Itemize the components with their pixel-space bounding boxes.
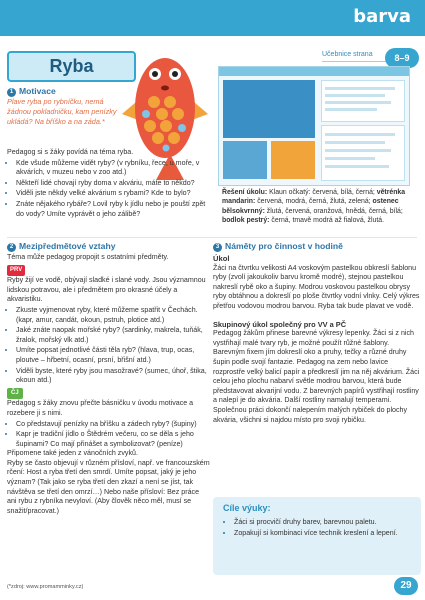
- thumbnail-photo: [223, 80, 315, 138]
- subject-badge-prv: PRV: [7, 265, 25, 277]
- goals-list: [225, 517, 424, 539]
- mezi-prv-questions: [7, 305, 210, 386]
- page-title: Ryba: [7, 51, 136, 82]
- mezi-cj-questions: [7, 419, 210, 450]
- section-label: barva: [353, 6, 411, 27]
- motivace-intro: Pedagog si s žáky povídá na téma ryba.: [7, 148, 134, 156]
- header-bar: [0, 0, 425, 36]
- mezi-body: [7, 253, 210, 516]
- namety-body: [213, 254, 420, 425]
- list-item: • Zkuste vyjmenovat ryby, které můžeme spatřit v Čechách. (kapr, amur, candát, okoun, pstruh, plotice atd.): [16, 305, 210, 325]
- section-divider: [7, 237, 417, 238]
- motivace-heading: [7, 86, 56, 97]
- mezi-para: Ryby žijí ve vodě, obývají sladké i slané vody. Jsou významnou lidskou potravou, ale i předmětem pro okrasné účely a akvaristiku.: [7, 276, 206, 304]
- goals-heading: Cíle výuky:: [223, 503, 271, 513]
- source-note: (*zdroj: www.promamminky.cz): [7, 584, 84, 590]
- motivation-poem: Plave ryba po rybníčku, nemá žádnou pokladničku, kam penízky ukládá? Na bříško a na záda.*: [7, 97, 117, 127]
- section-number-1: 1: [7, 88, 16, 97]
- list-item: • Zopakují si kombinaci více technik kreslení a lepení.: [234, 528, 424, 539]
- mezi-para: Pedagog s žáky znovu přečte básničku v úvodu motivace a rozebere ji s nimi.: [7, 399, 194, 417]
- motivace-body: [7, 148, 210, 219]
- fish-body: [135, 58, 195, 158]
- motivace-heading-text: Motivace: [19, 86, 56, 96]
- namety-heading: [213, 241, 343, 252]
- list-item: • Znáte nějakého rybáře? Lovil ryby k jídlu nebo je pouští zpět do vody? Umíte vyprávět o jeho zálibě?: [16, 199, 210, 219]
- thumbnail-photo: [271, 141, 315, 179]
- thumbnail-photo: [223, 141, 267, 179]
- ukol-text: Žáci na čtvrtku velikosti A4 voskovým pastelkou obkreslí šablonu ryby (zvolí jakoukoliv barvu kromě modré), stejnou pastelkou nakreslí rybě oko a šupiny. Modrou voskovou pastelkou obrysy ryby obtáhnou a dokreslí po ploše čtvrtky vodní vlnky. Celý výkres přetřou vodovou modrou barvou. Ryba tak bude plavat ve vodě.: [213, 263, 420, 310]
- mezi-heading: [7, 241, 115, 252]
- learning-goals-box: [213, 497, 421, 575]
- thumbnail-header: [219, 67, 409, 76]
- fish-mouth: [161, 86, 169, 91]
- skupinovy-ukol-title: Skupinový úkol společný pro VV a PČ: [213, 319, 347, 329]
- list-item: • Kde všude můžeme vidět ryby? (v rybníku, řece, u moře, v akvárích, v muzeu nebo v zoo atd.): [16, 158, 210, 178]
- mezi-para: Ryby se často objevují v různém přísloví, např. ve francouzském rčení: Host a ryba třetí den smrdí. Umíte popsat, jaký je jeho význam? (Tak jako se ryba třetí den zkazí a není se jíst, tak návštěva se třetí den omrzí…) Nebo naše přísloví: Bez práce ani rybu z rybníka nevyloví. (Aby člověk něco měl, musí se snažit/pracovat.): [7, 458, 210, 515]
- mezi-heading-text: Mezipředmětové vztahy: [19, 241, 116, 251]
- list-item: • Co představují penízky na bříšku a zádech ryby? (šupiny): [16, 419, 210, 430]
- list-item: • Žáci si procvičí druhy barev, barevnou paletu.: [234, 517, 424, 528]
- list-item: • Někteří lidé chovají ryby doma v akváriu, máte to někdo?: [16, 178, 210, 189]
- page-number: 29: [394, 577, 418, 595]
- list-item: • Viděli byste, které ryby jsou masožravé? (sumec, úhoř, štika, okoun atd.): [16, 366, 210, 386]
- motivace-questions: [7, 158, 210, 220]
- skupinovy-ukol-text: Pedagog žákům přinese barevné výkresy lepenky. Žáci si z nich vystřihají malé tvary ryb, je možné použít růžné šablony. Barevným fixem jím dokreslí oko a pruhy, tečky a různé druhy šupin podle svojí fantazie. Pedagog na zem nebo lavice rozprostře velký balicí papír a předkreslí jim na něj akvárium. Žáci celou jeho plochu nabarví světle modrou barvou, která bude představovat akvarijní vodu. Z barevných papírů vystřihají rostliny a nalepí je do akvária. Další rostliny namalují temperami. Společnou práci dokončí nalepením malých rybiček do plochy akvária, všichni si najdou místo pro svoji rybičku.: [213, 329, 420, 424]
- section-number-3: 3: [213, 243, 222, 252]
- list-item: • Kapr je tradiční jídlo o Štědrém večeru, co se děla s jeho šupinami? Co mají přinášet a symbolizovat? (peníze): [16, 429, 210, 449]
- page-range-badge: 8–9: [385, 48, 419, 68]
- list-item: • Viděli jste někdy velké akvárium s rybami? Kde to bylo?: [16, 188, 210, 199]
- subject-badge-cj: ČJ: [7, 388, 23, 400]
- task-solution: Řešení úkolu: Klaun očkatý: červená, bílá, černá; větrénka mandarin: červená, modrá, černá, žlutá, zelená; ostenec bělsokvrnný: žlutá, červená, oranžová, hnědá, černá, bílá; bodlok pestrý: černá, tmavě modrá až fialová, žlutá.: [222, 189, 406, 225]
- mezi-para: Připomene také jeden z vánočních zvyků.: [7, 449, 138, 458]
- list-item: • Jaké znáte naopak mořské ryby? (sardinky, makrela, tuňák, žralok, mořský vlk atd.): [16, 325, 210, 345]
- section-number-2: 2: [7, 243, 16, 252]
- textbook-reference: Učebnice strana: [322, 51, 373, 58]
- mezi-intro: Téma může pedagog propojit s ostatními předměty.: [7, 253, 169, 261]
- textbook-page-thumbnail: [218, 66, 410, 186]
- list-item: • Umíte popsat jednotlivé části těla ryb? (hlava, trup, ocas, ploutve – hřbetní, ocasní, prsní, břišní atd.): [16, 345, 210, 365]
- reference-divider: [322, 61, 386, 62]
- ukol-title: Úkol: [213, 254, 230, 263]
- namety-heading-text: Náměty pro činnost v hodině: [225, 241, 343, 251]
